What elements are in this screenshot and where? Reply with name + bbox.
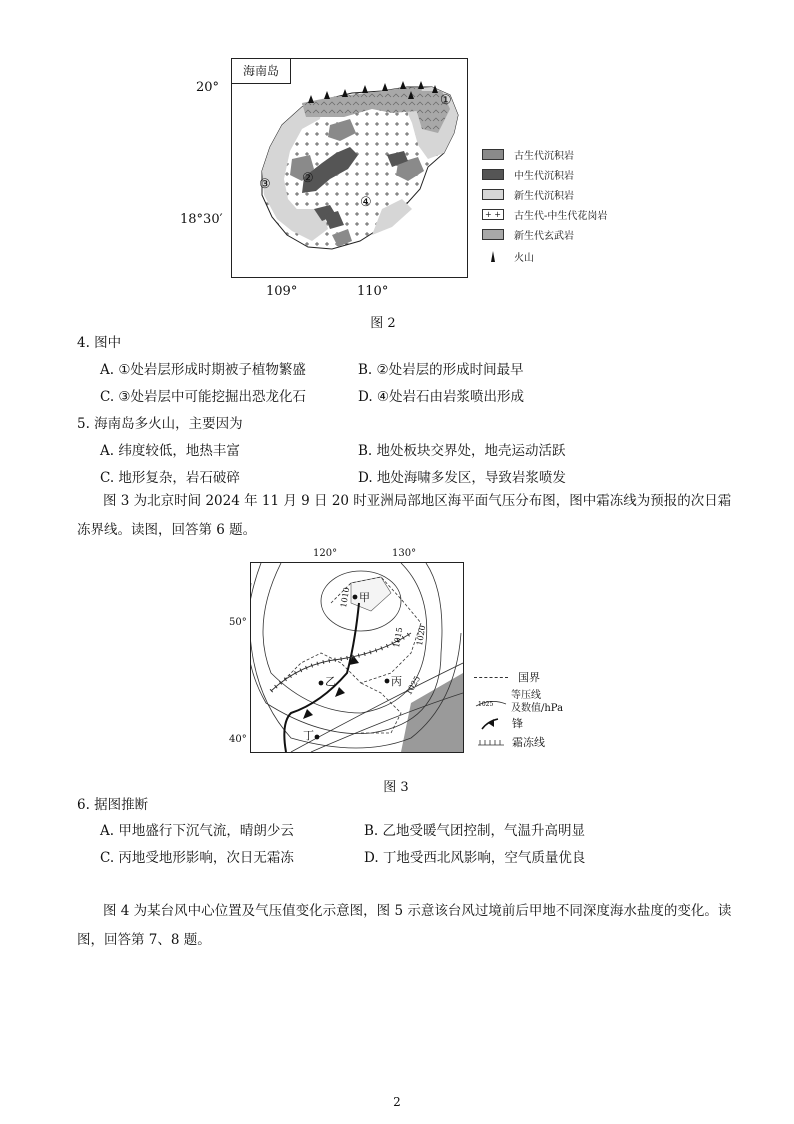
q5-stem: 5. 海南岛多火山，主要因为 bbox=[77, 416, 243, 432]
fig4-intro: 图 4 为某台风中心位置及气压值变化示意图，图 5 示意该台风过境前后甲地不同深度海水盐度的变化。读图，回答第 7、8 题。 bbox=[77, 903, 732, 948]
legend-swatch bbox=[482, 169, 504, 180]
marker-2: ② bbox=[302, 171, 314, 186]
front-icon bbox=[474, 715, 508, 731]
legend-swatch-cross-icon: + + bbox=[482, 209, 504, 220]
place-bing: 丙 bbox=[391, 675, 402, 688]
legend-mesozoic bbox=[482, 166, 574, 182]
q4-option-d[interactable]: D. ④处岩石由岩浆喷出形成 bbox=[358, 389, 525, 405]
legend-label: 及数值/hPa bbox=[511, 703, 564, 714]
legend-paleozoic bbox=[482, 146, 574, 162]
q5-option-a[interactable]: A. 纬度较低，地热丰富 bbox=[100, 443, 240, 459]
legend-label: 霜冻线 bbox=[512, 736, 545, 749]
legend-swatch bbox=[482, 149, 504, 160]
marker-3: ③ bbox=[259, 177, 271, 192]
q6-stem: 6. 据图推断 bbox=[77, 797, 149, 813]
place-jia: 甲 bbox=[359, 591, 370, 604]
legend-label: 等压线 bbox=[511, 690, 541, 701]
isobar-1025: 1025 bbox=[404, 674, 423, 697]
legend-label: 古生代沉积岩 bbox=[514, 150, 574, 162]
fig2-title-box bbox=[232, 59, 291, 84]
pressure-map-svg bbox=[251, 563, 463, 752]
q4-option-a[interactable]: A. ①处岩层形成时期被子植物繁盛 bbox=[100, 362, 306, 378]
q5-option-c[interactable]: C. 地形复杂，岩石破碎 bbox=[100, 470, 240, 486]
isobar-1020: 1020 bbox=[414, 624, 428, 647]
q4-option-b[interactable]: B. ②处岩层的形成时间最早 bbox=[358, 362, 524, 378]
fig3-intro: 图 3 为北京时间 2024 年 11 月 9 日 20 时亚洲局部地区海平面气压分布图，图中霜冻线为预报的次日霜冻界线。读图，回答第 6 题。 bbox=[77, 493, 732, 538]
fig3-map bbox=[250, 562, 464, 753]
fig3-lat-50: 50° bbox=[229, 617, 247, 628]
legend-label: 火山 bbox=[514, 252, 534, 264]
legend-label: 国界 bbox=[518, 671, 540, 684]
fig3-lon-120: 120° bbox=[313, 548, 338, 559]
fig3-lat-40: 40° bbox=[229, 734, 247, 745]
hainan-island-map bbox=[232, 59, 467, 277]
isobar-1015: 1015 bbox=[391, 626, 405, 649]
legend-front bbox=[474, 715, 523, 731]
legend-label: 新生代玄武岩 bbox=[514, 230, 574, 242]
q5-option-b[interactable]: B. 地处板块交界处，地壳运动活跃 bbox=[358, 443, 566, 459]
q6-option-b[interactable]: B. 乙地受暖气团控制，气温升高明显 bbox=[364, 823, 586, 839]
marker-1: ① bbox=[440, 93, 452, 108]
fig2-caption: 图 2 bbox=[370, 316, 396, 331]
place-ding: 丁 bbox=[303, 729, 314, 742]
fig2-map bbox=[231, 58, 468, 278]
page-number: 2 bbox=[393, 1095, 401, 1109]
legend-cenozoic bbox=[482, 186, 574, 202]
q4-stem: 4. 图中 bbox=[77, 335, 122, 351]
isobar-sample-value: 1025 bbox=[478, 701, 494, 708]
legend-label: 古生代-中生代花岗岩 bbox=[514, 210, 608, 222]
legend-basalt bbox=[482, 226, 574, 242]
legend-swatch bbox=[482, 189, 504, 200]
legend-label: 中生代沉积岩 bbox=[514, 170, 574, 182]
legend-label: 新生代沉积岩 bbox=[514, 190, 574, 202]
border-line-icon bbox=[474, 677, 508, 678]
fig2-lat-20: 20° bbox=[196, 80, 220, 95]
fig2-lon-110: 110° bbox=[357, 284, 389, 299]
fig2-title: 海南岛 bbox=[242, 64, 279, 78]
legend-border bbox=[474, 669, 540, 685]
frost-line-icon bbox=[474, 735, 508, 749]
volcano-icon bbox=[482, 249, 504, 263]
legend-swatch bbox=[482, 229, 504, 240]
legend-granite bbox=[482, 206, 607, 222]
q4-option-c[interactable]: C. ③处岩层中可能挖掘出恐龙化石 bbox=[100, 389, 307, 405]
marker-4: ④ bbox=[360, 195, 372, 210]
q5-option-d[interactable]: D. 地处海啸多发区，导致岩浆喷发 bbox=[358, 470, 566, 486]
legend-frost bbox=[474, 734, 545, 750]
q6-option-d[interactable]: D. 丁地受西北风影响，空气质量优良 bbox=[364, 850, 586, 866]
q6-option-a[interactable]: A. 甲地盛行下沉气流，晴朗少云 bbox=[100, 823, 294, 839]
fig2-lon-109: 109° bbox=[266, 284, 298, 299]
fig3-caption: 图 3 bbox=[383, 780, 409, 795]
fig2-lat-18-30: 18°30′ bbox=[180, 212, 223, 227]
q6-option-c[interactable]: C. 丙地受地形影响，次日无霜冻 bbox=[100, 850, 294, 866]
place-yi: 乙 bbox=[325, 675, 336, 688]
isobar-1010: 1010 bbox=[338, 586, 352, 609]
legend-volcano bbox=[482, 248, 534, 264]
fig3-lon-130: 130° bbox=[392, 548, 417, 559]
legend-label: 锋 bbox=[512, 717, 523, 730]
